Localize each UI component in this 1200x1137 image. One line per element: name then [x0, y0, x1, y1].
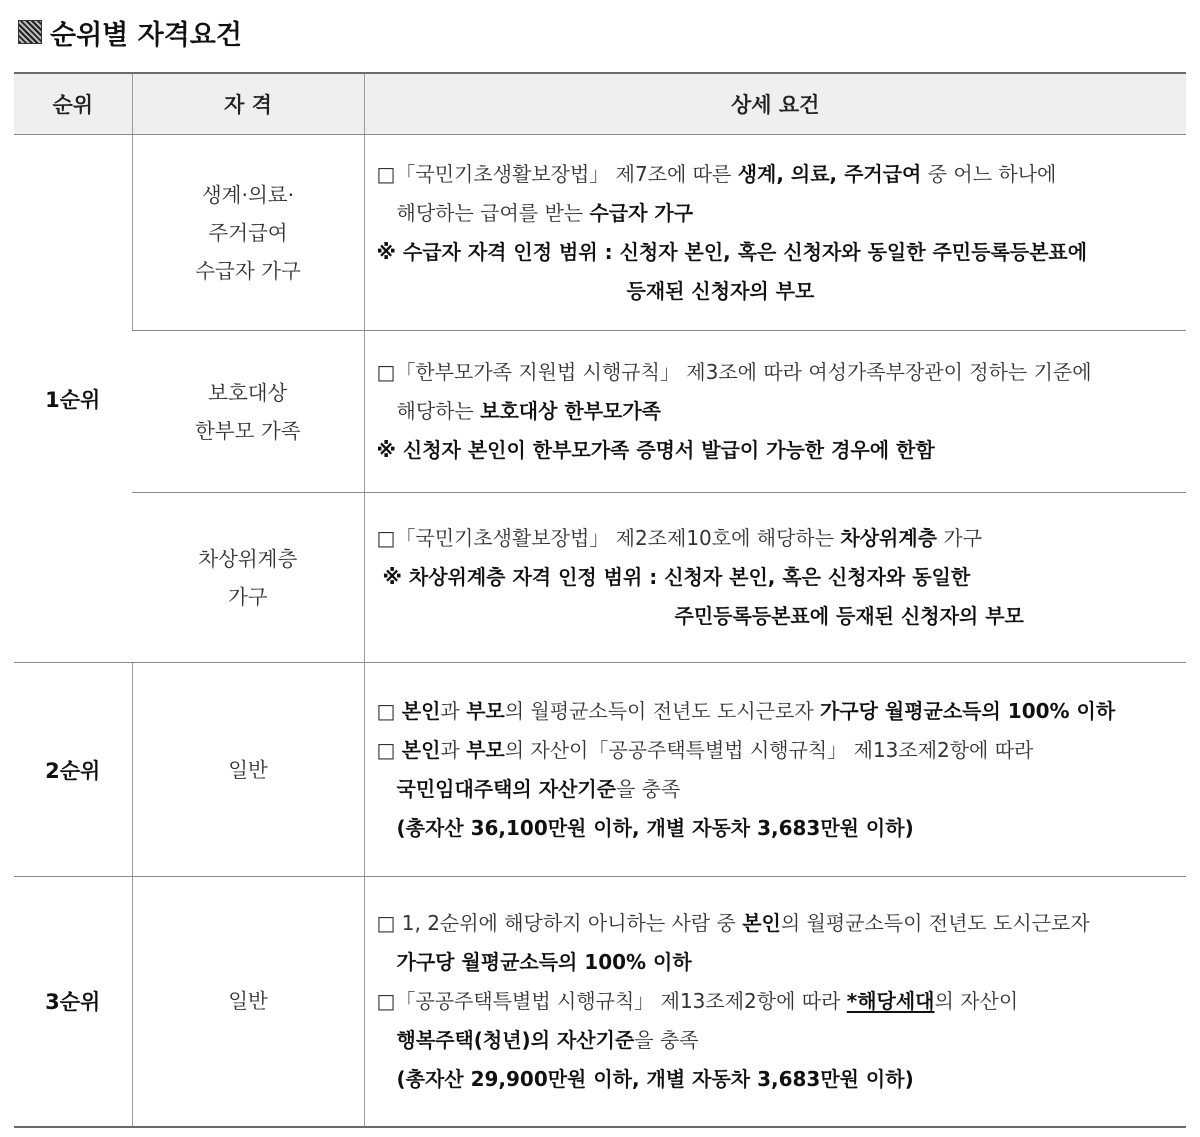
note-line: ※ 신청자 본인이 한부모가족 증명서 발급이 가능한 경우에 한함 — [376, 438, 935, 462]
detail-line — [377, 943, 1177, 982]
header-detail: 상세 요건 — [364, 73, 1186, 135]
qual-line: 보호대상 — [208, 380, 288, 405]
bold-text: 생계, 의료, 주거급여 — [737, 161, 922, 186]
bold-text: 차상위계층 — [840, 526, 938, 550]
detail-line — [377, 904, 1177, 943]
detail-line — [377, 155, 1177, 194]
text: 의 자산이 — [934, 988, 1019, 1013]
text: 해당하는 급여를 받는 — [396, 200, 590, 225]
qual-line: 생계·의료· — [201, 182, 295, 207]
note-line: ※ 차상위계층 자격 인정 범위 : 신청자 본인, 혹은 신청자와 동일한 — [382, 565, 971, 589]
table-row — [14, 493, 1186, 663]
text: 해당하는 — [396, 399, 481, 423]
bold-text: 본인 — [742, 910, 781, 935]
rank-3-label: 3순위 — [14, 877, 132, 1127]
underlined-bold-text: *해당세대 — [846, 988, 935, 1013]
section-title — [18, 14, 242, 50]
detail-line — [377, 194, 1177, 233]
detail-cell — [364, 877, 1186, 1127]
detail-line — [377, 519, 1177, 558]
bold-text: (총자산 36,100만원 이하, 개별 자동차 3,683만원 이하) — [396, 815, 914, 840]
qual-cell: 일반 — [132, 663, 364, 877]
qual-cell — [132, 493, 364, 663]
table-row — [14, 331, 1186, 493]
text: 의 자산이「공공주택특별법 시행규칙」 제13조제2항에 따라 — [504, 737, 1034, 762]
text: 의 월평균소득이 전년도 도시근로자 — [780, 910, 1090, 935]
text: □「공공주택특별법 시행규칙」 제13조제2항에 따라 — [376, 988, 847, 1013]
text: 과 — [440, 698, 467, 723]
bold-text: 본인 — [401, 737, 441, 762]
detail-line — [377, 809, 1177, 848]
text: □「국민기초생활보장법」 제7조에 따른 — [376, 161, 738, 186]
text: 중 어느 하나에 — [921, 161, 1057, 186]
bold-text: 행복주택(청년)의 자산기준 — [396, 1027, 635, 1052]
table-row — [14, 135, 1186, 331]
text: 과 — [440, 737, 467, 762]
detail-line — [377, 1021, 1177, 1060]
detail-line — [377, 692, 1177, 731]
note-line: 주민등록등본표에 등재된 신청자의 부모 — [674, 604, 1024, 628]
eligibility-table — [14, 72, 1186, 1128]
qual-cell — [132, 331, 364, 493]
detail-cell — [364, 663, 1186, 877]
section-title-text: 순위별 자격요건 — [50, 19, 242, 51]
table-row — [14, 877, 1186, 1127]
detail-line — [377, 731, 1177, 770]
square-bullet-icon — [18, 20, 42, 44]
text: 을 충족 — [615, 776, 681, 801]
qual-line: 주거급여 — [208, 220, 288, 245]
text: 을 충족 — [634, 1027, 699, 1052]
qual-line: 차상위계층 — [198, 546, 298, 571]
qual-cell: 일반 — [132, 877, 364, 1127]
detail-cell — [364, 135, 1186, 331]
qual-line: 수급자 가구 — [195, 258, 301, 283]
note-line: ※ 수급자 자격 인정 범위 : 신청자 본인, 혹은 신청자와 동일한 주민등록등본표에 — [376, 239, 1088, 264]
qual-cell — [132, 135, 364, 331]
detail-line — [377, 982, 1177, 1021]
detail-line — [377, 392, 1177, 431]
qual-line: 한부모 가족 — [194, 418, 301, 443]
bold-text: 부모 — [466, 698, 505, 723]
detail-cell — [364, 493, 1186, 663]
text: □ — [376, 737, 402, 762]
text: 가구 — [937, 526, 983, 550]
detail-cell — [364, 331, 1186, 493]
text: □「국민기초생활보장법」 제2조제10호에 해당하는 — [376, 526, 841, 550]
bold-text: 보호대상 한부모가족 — [480, 399, 661, 423]
text: □ — [376, 698, 402, 723]
detail-line: □「한부모가족 지원법 시행규칙」 제3조에 따라 여성가족부장관이 정하는 기준에 — [376, 360, 1092, 384]
bold-text: 가구당 월평균소득의 100% 이하 — [396, 949, 692, 974]
bold-text: 국민임대주택의 자산기준 — [396, 776, 616, 801]
bold-text: 수급자 가구 — [589, 200, 694, 225]
detail-line — [377, 1060, 1177, 1099]
rank-2-label: 2순위 — [14, 663, 132, 877]
bold-text: 본인 — [401, 698, 441, 723]
bold-text: 부모 — [466, 737, 505, 762]
table-header-row — [14, 73, 1186, 135]
text: 의 월평균소득이 전년도 도시근로자 — [504, 698, 820, 723]
header-qualification: 자 격 — [132, 73, 364, 135]
table-row — [14, 663, 1186, 877]
header-rank: 순위 — [14, 73, 132, 135]
text: □ 1, 2순위에 해당하지 아니하는 사람 중 — [376, 910, 743, 935]
rank-1-label: 1순위 — [14, 135, 132, 663]
note-line: 등재된 신청자의 부모 — [626, 278, 815, 303]
bold-text: 가구당 월평균소득의 100% 이하 — [819, 698, 1116, 723]
detail-line — [377, 770, 1177, 809]
qual-line: 가구 — [227, 584, 268, 609]
bold-text: (총자산 29,900만원 이하, 개별 자동차 3,683만원 이하) — [396, 1066, 914, 1091]
